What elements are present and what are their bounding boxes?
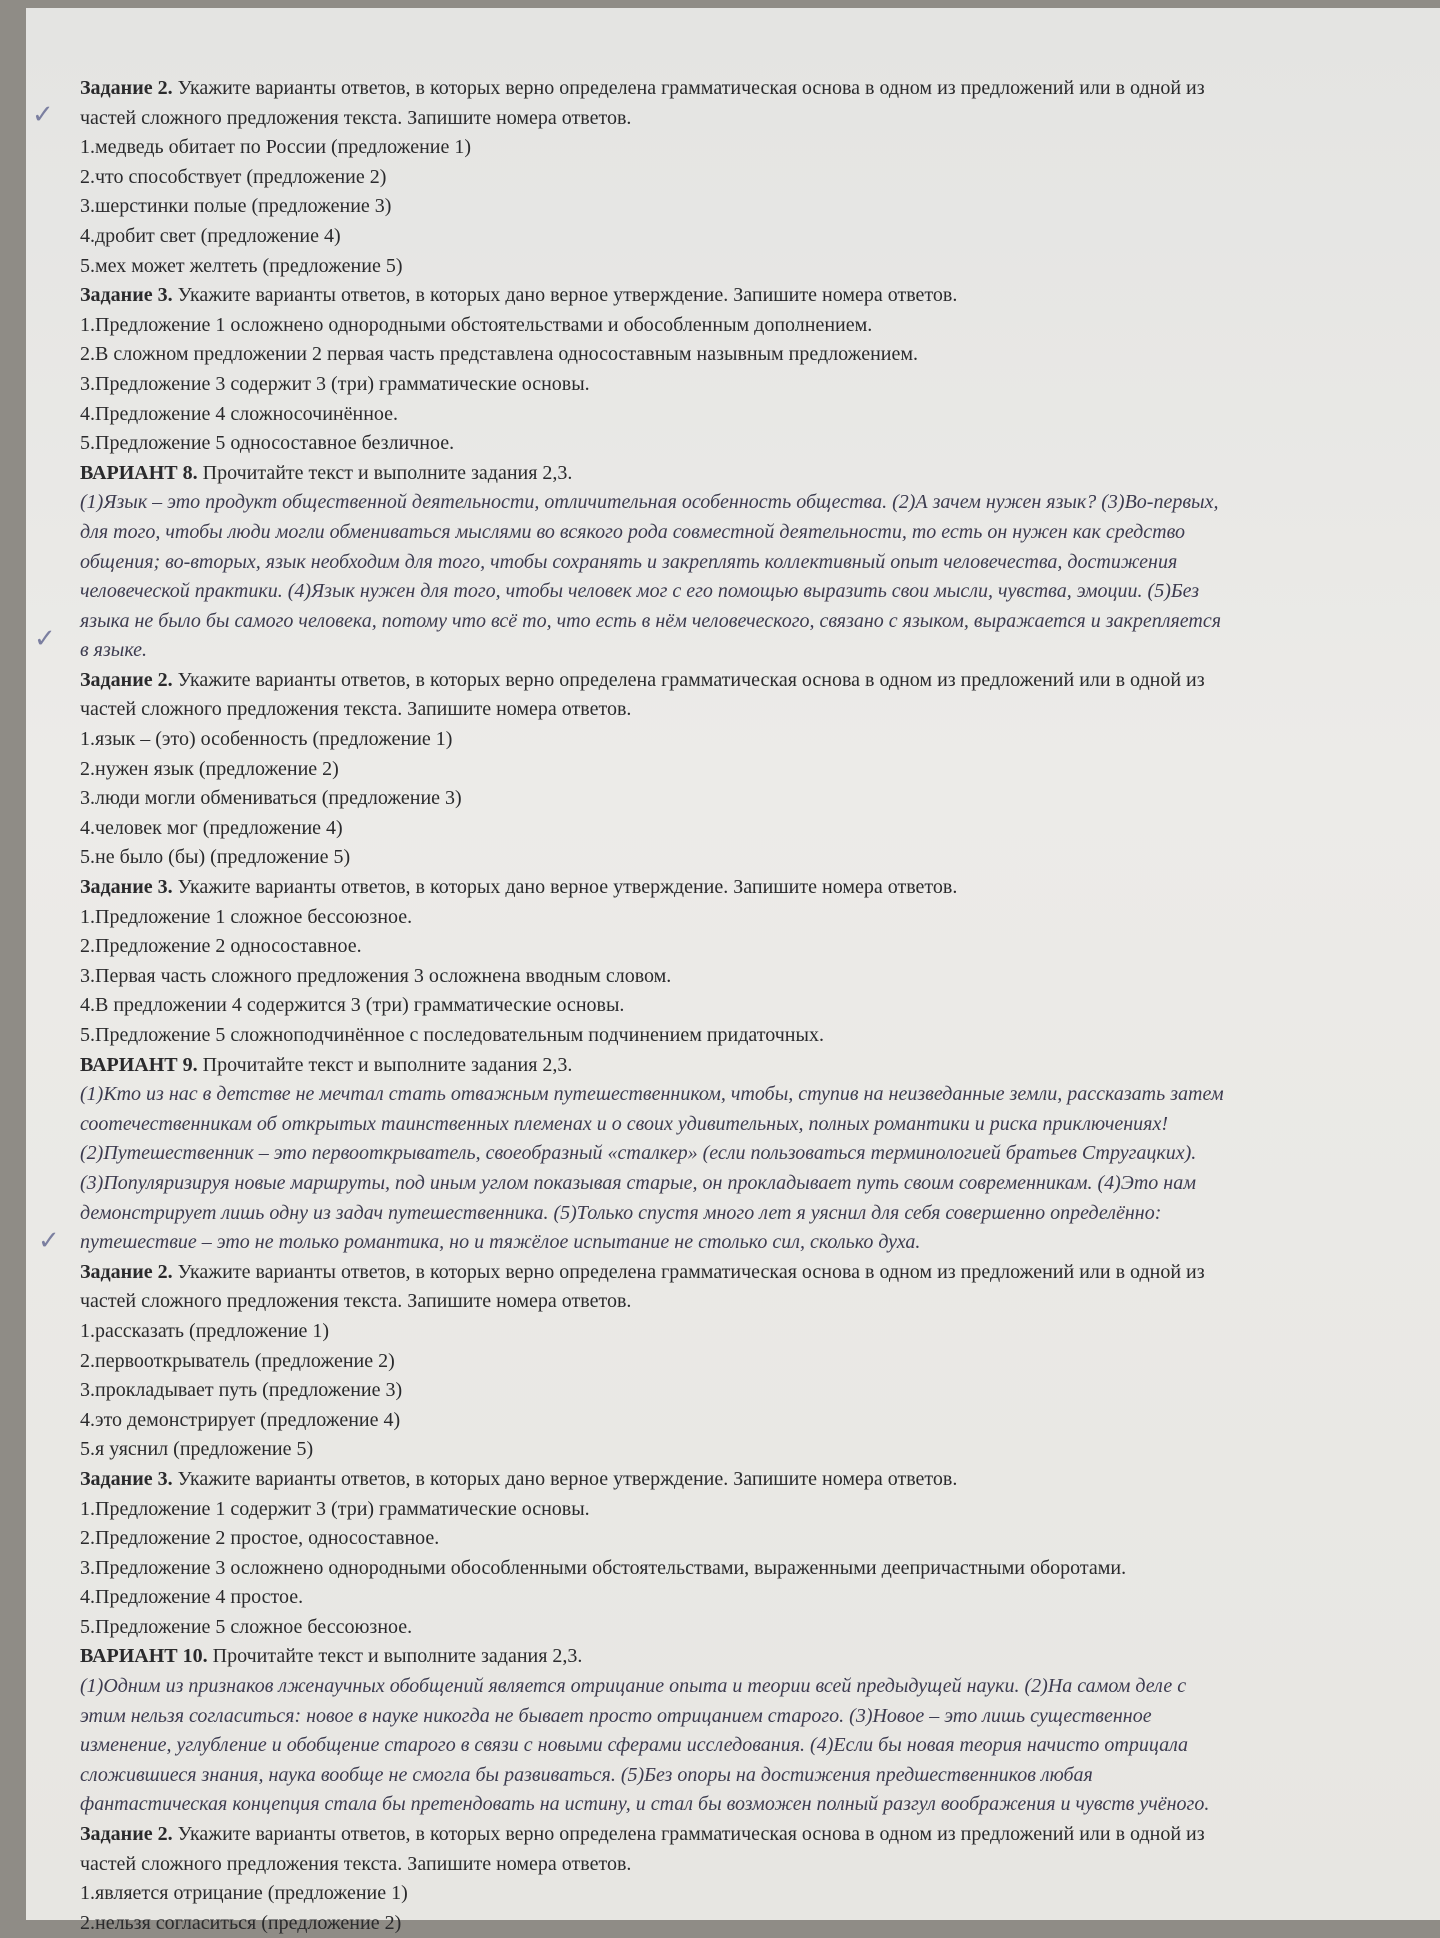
text-line: 4.это демонстрирует (предложение 4) — [80, 1408, 401, 1431]
task-heading — [80, 1465, 1410, 1495]
passage-line: соотечественникам об открытых таинственных племенах и о своих удивительных, полных романтики и риска приключениях! — [80, 1112, 1169, 1135]
task-number: Задание 3. — [80, 1467, 173, 1490]
variant-number: ВАРИАНТ 9. — [80, 1053, 198, 1076]
text-line: 2.Предложение 2 простое, односоставное. — [80, 1527, 440, 1550]
text-line: 2.первооткрыватель (предложение 2) — [80, 1349, 395, 1372]
passage-line: (1)Кто из нас в детстве не мечтал стать отважным путешественником, чтобы, ступив на неизведанные земли, рассказать затем — [80, 1083, 1224, 1106]
passage-line: этим нельзя согласиться: новое в науке никогда не бывает просто отрицанием старого. (3)Новое – это лишь существенное — [80, 1704, 1152, 1727]
task-heading — [80, 873, 1410, 903]
variant-number: ВАРИАНТ 10. — [80, 1645, 208, 1668]
text-line: 1.медведь обитает по России (предложение 1) — [80, 136, 472, 159]
heading-text: Укажите варианты ответов, в которых дано верное утверждение. Запишите номера ответов. — [172, 284, 958, 307]
text-line: частей сложного предложения текста. Запишите номера ответов. — [80, 1290, 632, 1313]
text-line: 5.Предложение 5 сложноподчинённое с последовательным подчинением придаточных. — [80, 1024, 824, 1046]
heading-text: Укажите варианты ответов, в которых дано верное утверждение. Запишите номера ответов. — [172, 1467, 958, 1490]
passage-line: человеческой практики. (4)Язык нужен для того, чтобы человек мог с его помощью выразить свои мысли, чувства, эмоции. (5)Без — [80, 580, 1200, 603]
passage-line: демонстрирует лишь одну из задач путешественника. (5)Только спустя много лет я уяснил для себя совершенно определённо: — [80, 1201, 1162, 1224]
document-page — [26, 8, 1440, 1934]
heading-text: Прочитайте текст и выполните задания 2,3. — [207, 1645, 583, 1668]
text-line: 4.В предложении 4 содержится 3 (три) грамматические основы. — [80, 994, 625, 1017]
task-heading — [80, 281, 1410, 311]
passage-line: сложившиеся знания, наука вообще не смогла бы развиваться. (5)Без опоры на достижения предшественников любая — [80, 1763, 1093, 1786]
variant-heading — [80, 459, 1410, 489]
text-line: 2.В сложном предложении 2 первая часть представлена односоставным назывным предложением. — [80, 343, 919, 366]
text-line: 5.Предложение 5 сложное бессоюзное. — [80, 1615, 413, 1638]
heading-text: Прочитайте текст и выполните задания 2,3. — [197, 1053, 573, 1076]
text-line: 3.прокладывает путь (предложение 3) — [80, 1379, 403, 1402]
task-heading — [80, 74, 1410, 104]
task-number: Задание 3. — [80, 284, 173, 307]
task-number: Задание 2. — [80, 1823, 173, 1846]
passage-line: изменение, углубление и обобщение старого в связи с новыми сферами исследования. (4)Если бы новая теория начисто отрицала — [80, 1734, 1189, 1757]
text-line: частей сложного предложения текста. Запишите номера ответов. — [80, 1852, 632, 1875]
task-number: Задание 2. — [80, 77, 173, 99]
text-line: 2.нельзя согласиться (предложение 2) — [80, 1911, 402, 1934]
passage-line: (3)Популяризируя новые маршруты, под иным углом показывая старые, он прокладывает путь своим современникам. (4)Это нам — [80, 1171, 1196, 1194]
passage-line: (1)Одним из признаков лженаучных обобщений является отрицание опыта и теории всей предыдущей науки. (2)На самом деле с — [80, 1675, 1187, 1698]
task-number: Задание 2. — [80, 1260, 173, 1283]
passage-line: для того, чтобы люди могли обмениваться мыслями во всякого рода совместной деятельности, то есть он нужен как средство — [80, 520, 1186, 543]
text-line: 2.что способствует (предложение 2) — [80, 165, 387, 188]
text-line: 1.Предложение 1 сложное бессоюзное. — [80, 905, 413, 928]
text-line: 1.Предложение 1 осложнено однородными обстоятельствами и обособленным дополнением. — [80, 313, 873, 336]
text-line: 1.рассказать (предложение 1) — [80, 1319, 330, 1342]
text-line: 1.язык – (это) особенность (предложение 1) — [80, 728, 453, 751]
text-line: 4.дробит свет (предложение 4) — [80, 224, 341, 247]
text-line: 5.не было (бы) (предложение 5) — [80, 846, 351, 869]
pen-check-mark: ✓ — [34, 624, 56, 653]
pen-check-mark: ✓ — [38, 1226, 60, 1255]
passage-line: общения; во-вторых, язык необходим для того, чтобы сохранять и закреплять коллективный опыт человечества, достижения — [80, 550, 1178, 573]
passage-line: (2)Путешественник – это первооткрыватель, своеобразный «сталкер» (если пользоваться терминологией братьев Стругацких). — [80, 1142, 1197, 1165]
task-heading — [80, 1820, 1410, 1850]
text-line: 5.я уяснил (предложение 5) — [80, 1438, 314, 1461]
text-line: 4.Предложение 4 простое. — [80, 1586, 304, 1609]
passage-line: путешествие – это не только романтика, но и тяжёлое испытание не столько сил, сколько духа. — [80, 1231, 921, 1254]
passage-line: (1)Язык – это продукт общественной деятельности, отличительная особенность общества. (2)А зачем нужен язык? (3)Во-первых, — [80, 491, 1219, 514]
text-line: частей сложного предложения текста. Запишите номера ответов. — [80, 698, 632, 721]
heading-text: Укажите варианты ответов, в которых верно определена грамматическая основа в одном из предложений или в одной из — [172, 668, 1205, 691]
heading-text: Укажите варианты ответов, в которых верно определена грамматическая основа в одном из предложений или в одной из — [172, 77, 1205, 99]
passage-line: языка не было бы самого человека, потому что всё то, что есть в нём человеческого, связано с языком, выражается и закрепляется — [80, 609, 1222, 632]
text-line: 2.Предложение 2 односоставное. — [80, 935, 362, 958]
text-line: 1.является отрицание (предложение 1) — [80, 1882, 408, 1905]
heading-text: Укажите варианты ответов, в которых верно определена грамматическая основа в одном из предложений или в одной из — [172, 1823, 1205, 1846]
variant-number: ВАРИАНТ 8. — [80, 461, 198, 484]
task-heading — [80, 666, 1410, 696]
task-number: Задание 2. — [80, 668, 173, 691]
text-line: 5.мех может желтеть (предложение 5) — [80, 254, 403, 277]
text-line: 3.шерстинки полые (предложение 3) — [80, 195, 392, 218]
passage-line: фантастическая концепция стала бы претендовать на истину, и стал бы возможен полный разгул воображения и чувств учёного. — [80, 1793, 1210, 1816]
text-line: 3.Предложение 3 осложнено однородными обособленными обстоятельствами, выраженными деепричастными оборотами. — [80, 1556, 1127, 1579]
text-line: 4.Предложение 4 сложносочинённое. — [80, 402, 399, 425]
text-line: 3.люди могли обмениваться (предложение 3) — [80, 787, 462, 810]
task-heading — [80, 1258, 1410, 1288]
text-line: 4.человек мог (предложение 4) — [80, 816, 343, 839]
heading-text: Укажите варианты ответов, в которых верно определена грамматическая основа в одном из предложений или в одной из — [172, 1260, 1205, 1283]
pen-check-mark: ✓ — [32, 100, 54, 129]
text-line: 1.Предложение 1 содержит 3 (три) грамматические основы. — [80, 1497, 590, 1520]
text-line: 3.Первая часть сложного предложения 3 осложнена вводным словом. — [80, 964, 672, 987]
variant-heading — [80, 1051, 1410, 1081]
passage-line: в языке. — [80, 639, 148, 662]
text-line: частей сложного предложения текста. Запишите номера ответов. — [80, 106, 632, 129]
text-line: 2.нужен язык (предложение 2) — [80, 757, 339, 780]
task-number: Задание 3. — [80, 876, 173, 899]
text-line: 3.Предложение 3 содержит 3 (три) грамматические основы. — [80, 372, 590, 395]
text-line: 5.Предложение 5 односоставное безличное. — [80, 432, 455, 455]
heading-text: Укажите варианты ответов, в которых дано верное утверждение. Запишите номера ответов. — [172, 876, 958, 899]
variant-heading — [80, 1642, 1410, 1672]
document-text — [80, 74, 1410, 1938]
heading-text: Прочитайте текст и выполните задания 2,3. — [197, 461, 573, 484]
